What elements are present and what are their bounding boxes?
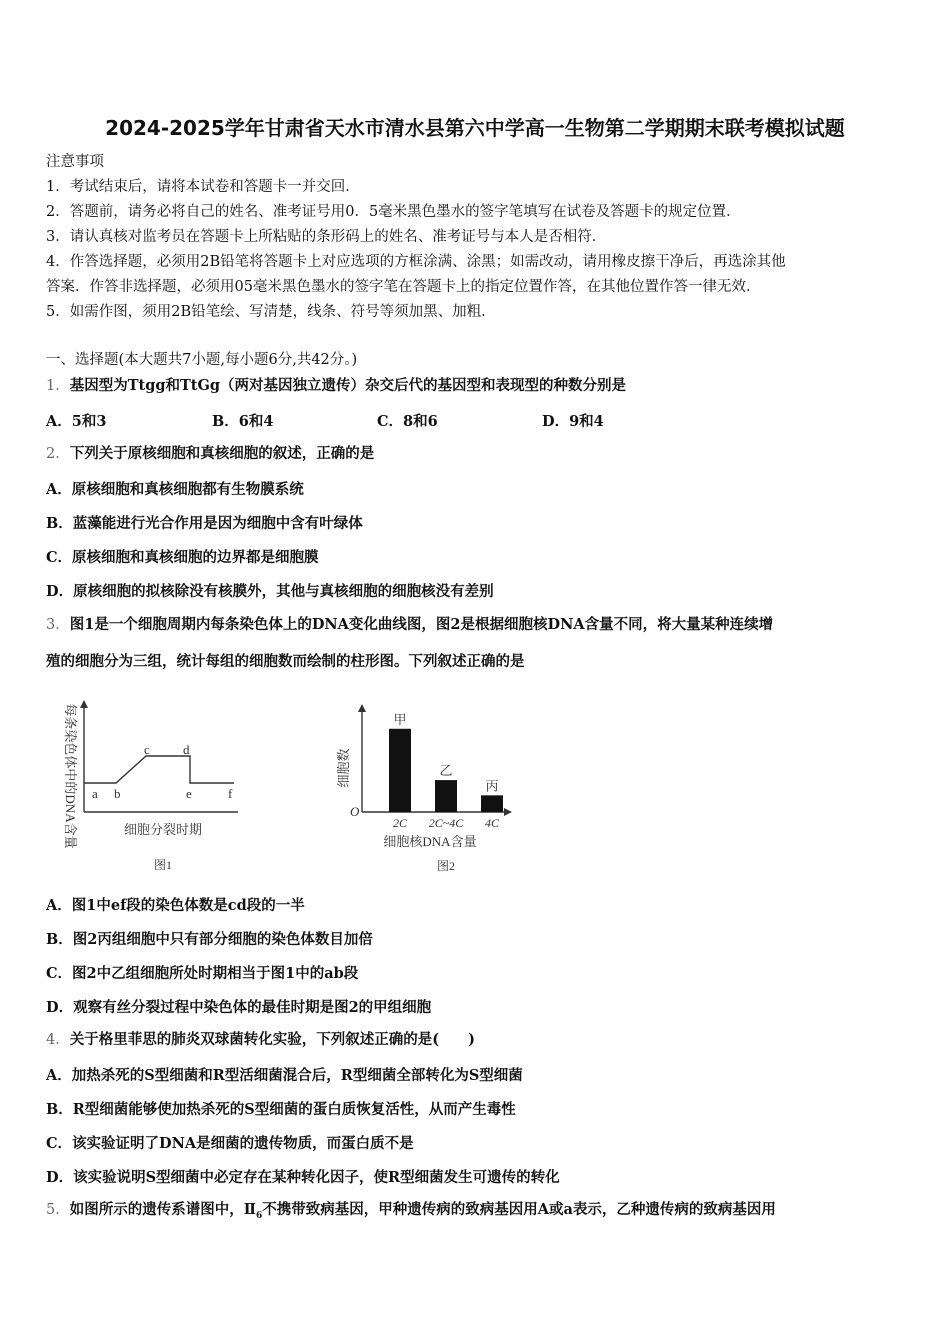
fig1-curve (84, 756, 234, 783)
option-b[interactable]: B．R型细菌能够使加热杀死的S型细菌的蛋白质恢复活性，从而产生毒性 (46, 1101, 516, 1118)
notice-heading: 注意事项 (46, 154, 104, 170)
notice-item: 答案．作答非选择题，必须用05毫米黑色墨水的签字笔在答题卡上的指定位置作答，在其他位置作答一律无效． (46, 279, 761, 295)
fig2-caption: 图2 (436, 859, 456, 873)
bar-label: 乙 (439, 763, 453, 779)
x-tick-label: 4C (484, 816, 500, 830)
option-a[interactable]: A．图1中ef段的染色体数是cd段的一半 (46, 897, 305, 914)
question-stem: 基因型为Ttgg和TtGg（两对基因独立遗传）杂交后代的基因型和表现型的种数分别是 (69, 377, 627, 394)
fig2-y-arrow (358, 704, 366, 712)
fig2-xlabel: 细胞核DNA含量 (383, 834, 477, 849)
question-4 (46, 1030, 904, 1050)
notice-item: 2．答题前，请务必将自己的姓名、准考证号用0．5毫米黑色墨水的签字笔填写在试卷及答题卡的规定位置． (46, 204, 741, 220)
question-stem-cont: 不携带致病基因，甲种遗传病的致病基因用A或a表示，乙种遗传病的致病基因用 (262, 1201, 776, 1218)
bar-label: 甲 (393, 711, 407, 727)
option-b[interactable]: B．图2丙组细胞中只有部分细胞的染色体数目加倍 (46, 931, 373, 948)
question-3 (46, 615, 904, 635)
question-stem: 如图所示的遗传系谱图中，Ⅱ (69, 1201, 256, 1218)
option-c[interactable]: C．该实验证明了DNA是细菌的遗传物质，而蛋白质不是 (46, 1135, 414, 1152)
bar-4C (481, 795, 503, 812)
x-tick-label: 2C (392, 816, 408, 830)
figure-2 (330, 700, 530, 880)
question-number: 1． (46, 378, 70, 394)
question-stem-subscript: 6 (255, 1210, 263, 1221)
fig1-point-a: a (92, 786, 98, 801)
option-a[interactable]: A．5和3 (46, 413, 107, 430)
option-d[interactable]: D．原核细胞的拟核除没有核膜外，其他与真核细胞的细胞核没有差别 (46, 583, 494, 600)
option-c[interactable]: C．原核细胞和真核细胞的边界都是细胞膜 (46, 549, 319, 566)
question-stem: 图1是一个细胞周期内每条染色体上的DNA变化曲线图，图2是根据细胞核DNA含量不同，将大量某种连续增 (69, 616, 774, 633)
question-1 (46, 376, 904, 396)
notice-item: 3．请认真核对监考员在答题卡上所粘贴的条形码上的姓名、准考证号与本人是否相符． (46, 229, 607, 245)
question-3-stem-cont: 殖的细胞分为三组，统计每组的细胞数而绘制的柱形图。下列叙述正确的是 (46, 653, 525, 670)
fig1-xlabel: 细胞分裂时期 (123, 822, 203, 837)
option-c[interactable]: C．图2中乙组细胞所处时期相当于图1中的ab段 (46, 965, 359, 982)
fig1-point-b: b (114, 786, 121, 801)
bar-label: 丙 (485, 778, 499, 794)
fig1-point-d: d (183, 742, 190, 757)
notice-item: 5．如需作图，须用2B铅笔绘、写清楚，线条、符号等须加黑、加粗． (46, 304, 496, 320)
question-number: 2． (46, 446, 70, 462)
fig1-ylabel: 每条染色体中的DNA含量 (63, 703, 78, 849)
option-b[interactable]: B．6和4 (212, 413, 274, 430)
fig2-origin: O (350, 804, 360, 819)
fig1-point-c: c (144, 742, 150, 757)
question-2 (46, 444, 904, 464)
question-stem: 关于格里菲思的肺炎双球菌转化实验，下列叙述正确的是( ) (69, 1031, 475, 1048)
notice-item: 1．考试结束后，请将本试卷和答题卡一并交回． (46, 179, 360, 195)
question-number: 4． (46, 1032, 70, 1048)
question-5 (46, 1200, 904, 1226)
option-d[interactable]: D．9和4 (542, 413, 604, 430)
notice-item: 4．作答选择题，必须用2B铅笔将答题卡上对应选项的方框涂满、涂黑；如需改动，请用橡皮擦干净后，再选涂其他 (46, 254, 786, 270)
option-d[interactable]: D．观察有丝分裂过程中染色体的最佳时期是图2的甲组细胞 (46, 999, 432, 1016)
figure-1 (48, 688, 248, 878)
fig1-caption: 图1 (153, 858, 173, 872)
fig1-point-f: f (228, 786, 233, 801)
page-title: 2024-2025学年甘肃省天水市清水县第六中学高一生物第二学期期末联考模拟试题 (105, 116, 845, 140)
fig1-point-e: e (186, 786, 192, 801)
option-a[interactable]: A．加热杀死的S型细菌和R型活细菌混合后，R型细菌全部转化为S型细菌 (46, 1067, 523, 1084)
fig1-y-arrow (80, 700, 88, 708)
question-number: 5． (46, 1202, 70, 1218)
option-d[interactable]: D．该实验说明S型细菌中必定存在某种转化因子，使R型细菌发生可遗传的转化 (46, 1169, 560, 1186)
section-heading: 一、选择题(本大题共7小题,每小题6分,共42分。) (46, 352, 358, 368)
bar-2C~4C (435, 780, 457, 812)
question-stem: 下列关于原核细胞和真核细胞的叙述，正确的是 (69, 445, 375, 462)
option-a[interactable]: A．原核细胞和真核细胞都有生物膜系统 (46, 481, 304, 498)
question-number: 3． (46, 617, 70, 633)
bar-2C (389, 729, 411, 812)
x-tick-label: 2C~4C (428, 816, 464, 830)
option-c[interactable]: C．8和6 (377, 413, 438, 430)
fig2-x-arrow (504, 808, 512, 816)
fig2-ylabel: 细胞数 (336, 748, 351, 788)
option-b[interactable]: B．蓝藻能进行光合作用是因为细胞中含有叶绿体 (46, 515, 363, 532)
